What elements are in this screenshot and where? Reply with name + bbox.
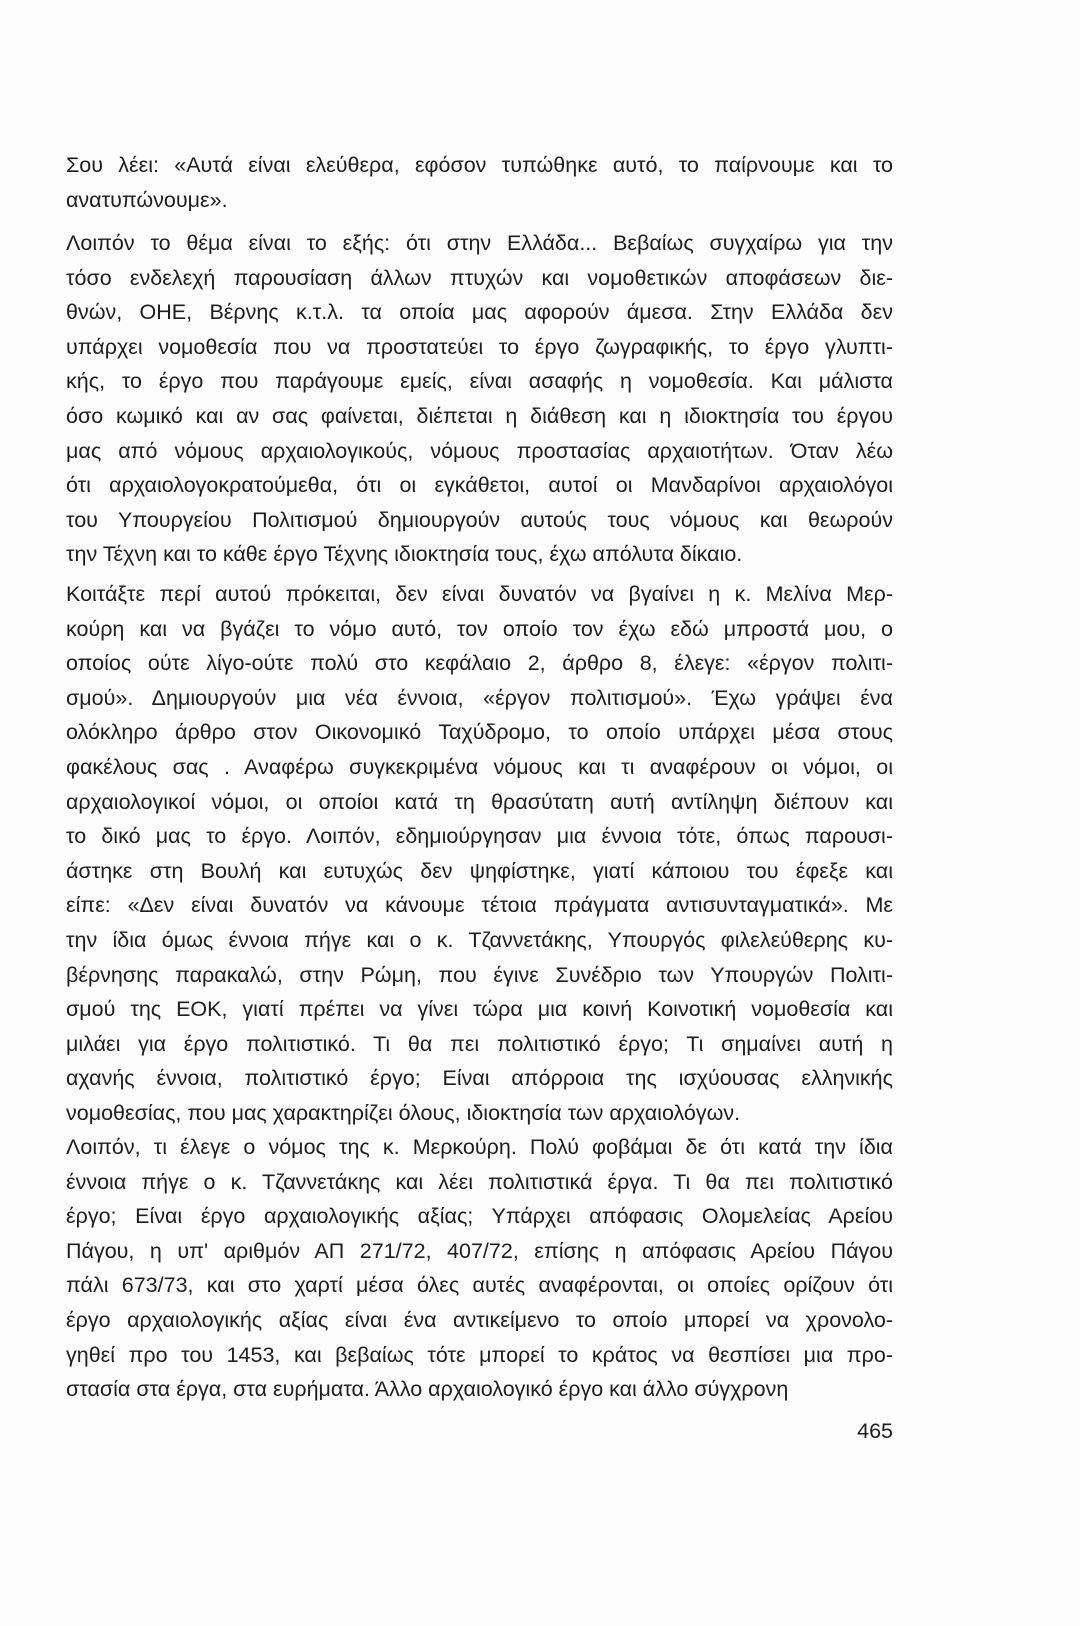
text-line: ολόκληρο άρθρο στον Οικονομικό Ταχύδρομο, το οποίο υπάρχει μέσα στους xyxy=(66,720,893,745)
text-line: άστηκε στη Βουλή και ευτυχώς δεν ψηφίστηκε, γιατί κάποιου του έφεξε και xyxy=(66,858,893,883)
text-line: Λοιπόν, τι έλεγε ο νόμος της κ. Μερκούρη. Πολύ φοβάμαι δε ότι κατά την ίδια xyxy=(66,1135,893,1159)
text-line: στασία στα έργα, στα ευρήματα. Άλλο αρχαιολογικό έργο και άλλο σύγχρονη xyxy=(66,1377,789,1402)
text-line: τόσο ενδελεχή παρουσίαση άλλων πτυχών και νομοθετικών αποφάσεων διε- xyxy=(66,265,893,290)
text-line: υπάρχει νομοθεσία που να προστατεύει το έργο ζωγραφικής, το έργο γλυπτι- xyxy=(66,334,893,359)
text-line: Σου λέει: «Αυτά είναι ελεύθερα, εφόσον τυπώθηκε αυτό, το παίρνουμε και το xyxy=(66,153,893,177)
text-line: κής, το έργο που παράγουμε εμείς, είναι ασαφής η νομοθεσία. Και μάλιστα xyxy=(66,369,893,394)
text-line: ανατυπώνουμε». xyxy=(66,187,228,212)
text-line: νομοθεσίας, που μας χαρακτηρίζει όλους, ιδιοκτησία των αρχαιολόγων. xyxy=(66,1101,741,1125)
text-line: Λοιπόν το θέμα είναι το εξής: ότι στην Ελλάδα... Βεβαίως συγχαίρω για την xyxy=(66,231,893,255)
text-line: του Υπουργείου Πολιτισμού δημιουργούν αυτούς τους νόμους και θεωρούν xyxy=(66,507,893,532)
text-line: έργο αρχαιολογικής αξίας είναι ένα αντικείμενο το οποίο μπορεί να χρονολο- xyxy=(66,1308,893,1332)
page-number: 465 xyxy=(857,1419,893,1443)
text-line: οποίος ούτε λίγο-ούτε πολύ στο κεφάλαιο 2, άρθρο 8, έλεγε: «έργον πολιτι- xyxy=(66,651,893,676)
text-line: έργο; Είναι έργο αρχαιολογικής αξίας; Υπάρχει απόφασις Ολομελείας Αρείου xyxy=(66,1204,893,1229)
text-line: αρχαιολογικοί νόμοι, οι οποίοι κατά τη θρασύτατη αυτή αντίληψη διέπουν και xyxy=(66,789,893,814)
text-line: θνών, ΟΗΕ, Βέρνης κ.τ.λ. τα οποία μας αφορούν άμεσα. Στην Ελλάδα δεν xyxy=(66,300,893,325)
text-line: ότι αρχαιολογοκρατούμεθα, ότι οι εγκάθετοι, αυτοί οι Μανδαρίνοι αρχαιολόγοι xyxy=(66,473,893,498)
text-line: φακέλους σας . Αναφέρω συγκεκριμένα νόμους και τι αναφέρουν οι νόμοι, οι xyxy=(66,755,893,779)
text-line: μιλάει για έργο πολιτιστικό. Τι θα πει πολιτιστικό έργο; Τι σημαίνει αυτή η xyxy=(66,1031,893,1056)
text-line: το δικό μας το έργο. Λοιπόν, εδημιούργησαν μια έννοια τότε, όπως παρουσι- xyxy=(66,824,893,849)
text-line: Κοιτάξτε περί αυτού πρόκειται, δεν είναι δυνατόν να βγαίνει η κ. Μελίνα Μερ- xyxy=(66,582,893,606)
text-line: κούρη και να βγάζει το νόμο αυτό, τον οποίο τον έχω εδώ μπροστά μου, ο xyxy=(66,616,893,641)
text-line: σμού». Δημιουργούν μια νέα έννοια, «έργον πολιτισμού». Έχω γράψει ένα xyxy=(66,685,893,710)
text-line: την ίδια όμως έννοια πήγε και ο κ. Τζαννετάκης, Υπουργός φιλελεύθερης κυ- xyxy=(66,928,893,952)
text-line: σμού της ΕΟΚ, γιατί πρέπει να γίνει τώρα μια κοινή Κοινοτική νομοθεσία και xyxy=(66,997,893,1022)
text-line: όσο κωμικό και αν σας φαίνεται, διέπεται η διάθεση και η ιδιοκτησία του έργου xyxy=(66,404,893,428)
text-line: την Τέχνη και το κάθε έργο Τέχνης ιδιοκτησία τους, έχω απόλυτα δίκαιο. xyxy=(66,542,743,567)
text-line: αχανής έννοια, πολιτιστικό έργο; Είναι απόρροια της ισχύουσας ελληνικής xyxy=(66,1066,893,1091)
text-line: έννοια πήγε ο κ. Τζαννετάκης και λέει πολιτιστικά έργα. Τι θα πει πολιτιστικό xyxy=(66,1169,893,1194)
text-line: γηθεί προ του 1453, και βεβαίως τότε μπορεί το κράτος να θεσπίσει μια προ- xyxy=(66,1342,893,1367)
text-line: είπε: «Δεν είναι δυνατόν να κάνουμε τέτοια πράγματα αντισυνταγματικά». Με xyxy=(66,893,893,918)
text-line: πάλι 673/73, και στο χαρτί μέσα όλες αυτές αναφέρονται, οι οποίες ορίζουν ότι xyxy=(66,1273,893,1298)
text-line: μας από νόμους αρχαιολογικούς, νόμους προστασίας αρχαιοτήτων. Όταν λέω xyxy=(66,438,893,463)
text-line: βέρνησης παρακαλώ, στην Ρώμη, που έγινε Συνέδριο των Υπουργών Πολιτι- xyxy=(66,962,893,987)
text-line: Πάγου, η υπ' αριθμόν ΑΠ 271/72, 407/72, επίσης η απόφασις Αρείου Πάγου xyxy=(66,1238,893,1263)
